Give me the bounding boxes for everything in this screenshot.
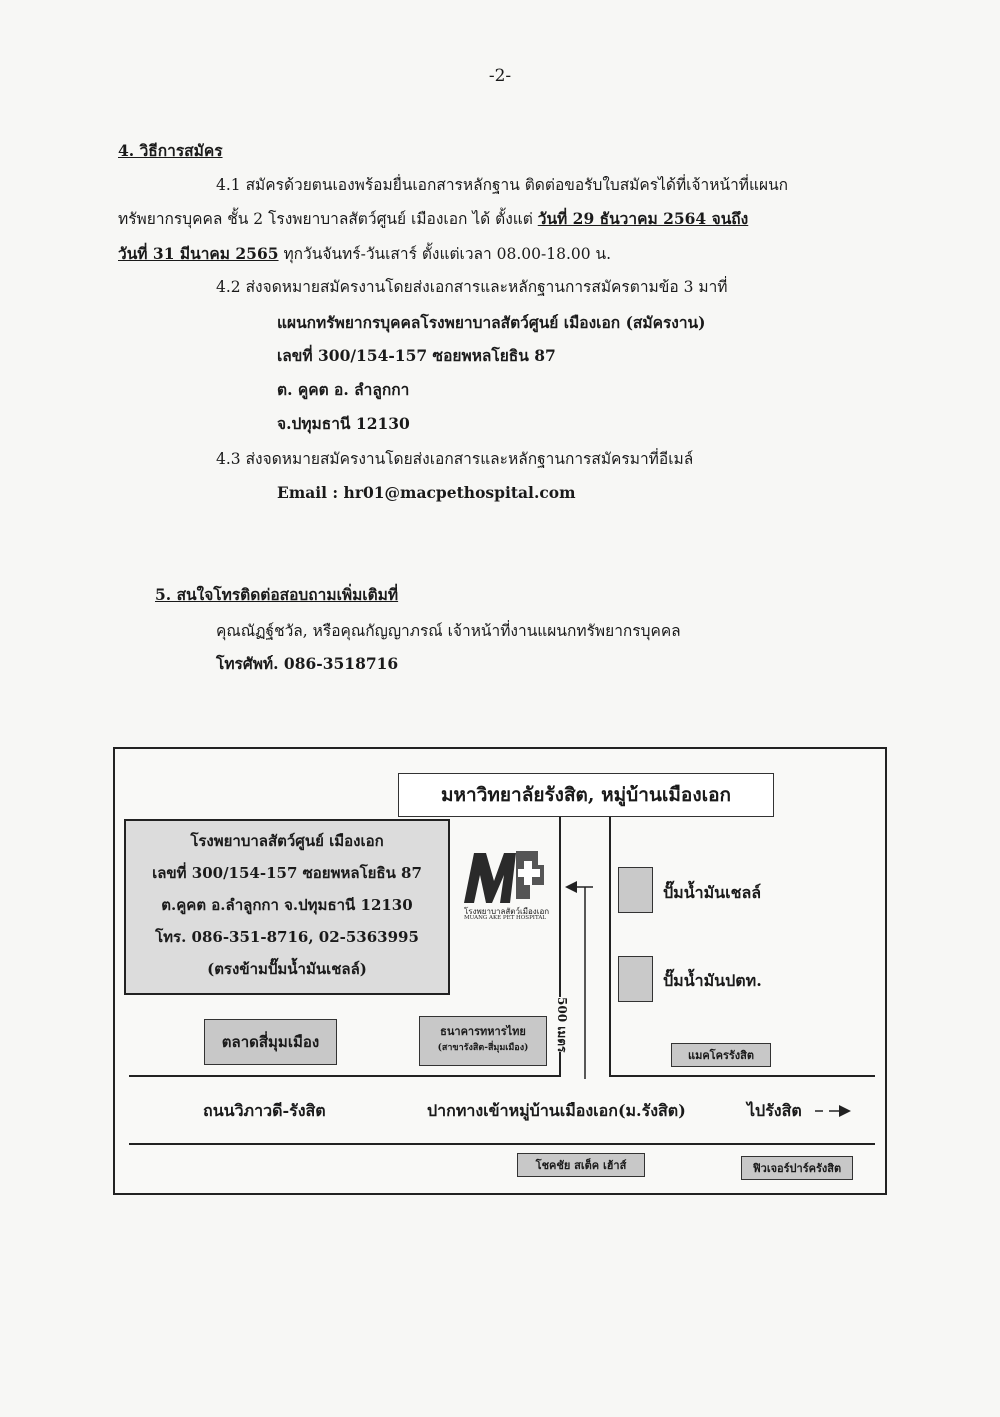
contact-phone: โทรศัพท์. 086-3518716 <box>216 654 399 673</box>
shell-station-label: ปั๊มน้ำมันเชลล์ <box>663 883 762 902</box>
chokchai-label: โชคชัย สเต็ค เฮ้าส์ <box>517 1153 645 1177</box>
road-edge-bottom <box>129 1143 875 1145</box>
section4-heading: 4. วิธีการสมัคร <box>118 141 223 160</box>
hospital-tel: โทร. 086-351-8716, 02-5363995 <box>155 928 419 946</box>
distance-label: 500 เมตร <box>552 997 571 1052</box>
road-edge-top-left <box>129 1075 561 1077</box>
hospital-name: โรงพยาบาลสัตว์ศูนย์ เมืองเอก <box>190 832 384 850</box>
road-name: ถนนวิภาวดี-รังสิต <box>203 1101 326 1120</box>
hospital-logo <box>460 845 548 925</box>
entrance-label: ปากทางเข้าหมู่บ้านเมืองเอก(ม.รังสิต) <box>427 1101 686 1120</box>
bank-branch: (สาขารังสิต-สี่มุมเมือง) <box>437 1043 529 1053</box>
item-4-1-line1: 4.1 สมัครด้วยตนเองพร้อมยื่นเอกสารหลักฐาน ติดต่อขอรับใบสมัครได้ที่เจ้าหน้าที่แผนก <box>216 176 789 194</box>
mail-address-line3: ต. คูคต อ. ลำลูกกา <box>277 380 410 399</box>
item-4-3: 4.3 ส่งจดหมายสมัครงานโดยส่งเอกสารและหลักฐานการสมัครมาที่อีเมล์ <box>216 450 694 468</box>
distance-arrow <box>563 879 603 1089</box>
mail-address-line1: แผนกทรัพยากรบุคคลโรงพยาบาลสัตว์ศูนย์ เมืองเอก (สมัครงาน) <box>277 313 706 332</box>
future-park-label: ฟิวเจอร์ปาร์ครังสิต <box>741 1156 853 1180</box>
bank-name: ธนาคารทหารไทย <box>440 1025 526 1038</box>
hospital-address-box <box>124 819 450 995</box>
ptt-station-icon <box>618 956 653 1002</box>
end-date: วันที่ 31 มีนาคม 2565 <box>118 244 279 263</box>
mail-address-line4: จ.ปทุมธานี 12130 <box>277 414 410 433</box>
bank-box <box>419 1016 547 1066</box>
office-hours: ทุกวันจันทร์-วันเสาร์ ตั้งแต่เวลา 08.00-18.00 น. <box>278 245 612 263</box>
item-4-2: 4.2 ส่งจดหมายสมัครงานโดยส่งเอกสารและหลักฐานการสมัครตามข้อ 3 มาที่ <box>216 278 728 296</box>
section5-heading: 5. สนใจโทรติดต่อสอบถามเพิ่มเติมที่ <box>155 585 399 604</box>
ptt-station-label: ปั๊มน้ำมันปตท. <box>663 971 762 990</box>
soi-right-edge <box>609 815 611 1077</box>
direction-arrow-icon <box>815 1104 855 1118</box>
item-4-1-text: ทรัพยากรบุคคล ชั้น 2 โรงพยาบาลสัตว์ศูนย์ เมืองเอก ได้ ตั้งแต่ <box>118 210 538 228</box>
hospital-address-1: เลขที่ 300/154-157 ซอยพหลโยธิน 87 <box>152 864 422 882</box>
to-rangsit-label: ไปรังสิต <box>747 1101 802 1120</box>
hospital-note: (ตรงข้ามปั๊มน้ำมันเชลล์) <box>207 960 367 978</box>
university-label: มหาวิทยาลัยรังสิต, หมู่บ้านเมืองเอก <box>398 773 774 817</box>
item-4-1-line2 <box>118 209 748 229</box>
page-number: -2- <box>488 66 512 86</box>
item-4-1-line3 <box>118 244 611 264</box>
market-label: ตลาดสี่มุมเมือง <box>204 1019 337 1065</box>
start-date: วันที่ 29 ธันวาคม 2564 จนถึง <box>537 209 749 228</box>
location-map <box>113 747 887 1195</box>
hospital-address-2: ต.คูคต อ.ลำลูกกา จ.ปทุมธานี 12130 <box>161 896 413 914</box>
email-address: Email : hr01@macpethospital.com <box>277 483 576 502</box>
contact-persons: คุณณัฏฐ์ชวัล, หรือคุณกัญญาภรณ์ เจ้าหน้าที่งานแผนกทรัพยากรบุคคล <box>216 622 681 640</box>
logo-text-en: MUANG AKE PET HOSPITAL <box>464 915 546 921</box>
mail-address-line2: เลขที่ 300/154-157 ซอยพหลโยธิน 87 <box>277 346 556 365</box>
makro-label: แมคโครรังสิต <box>671 1043 771 1067</box>
shell-station-icon <box>618 867 653 913</box>
logo-text-th: โรงพยาบาลสัตว์เมืองเอก <box>464 907 550 916</box>
road-edge-top-right <box>609 1075 875 1077</box>
